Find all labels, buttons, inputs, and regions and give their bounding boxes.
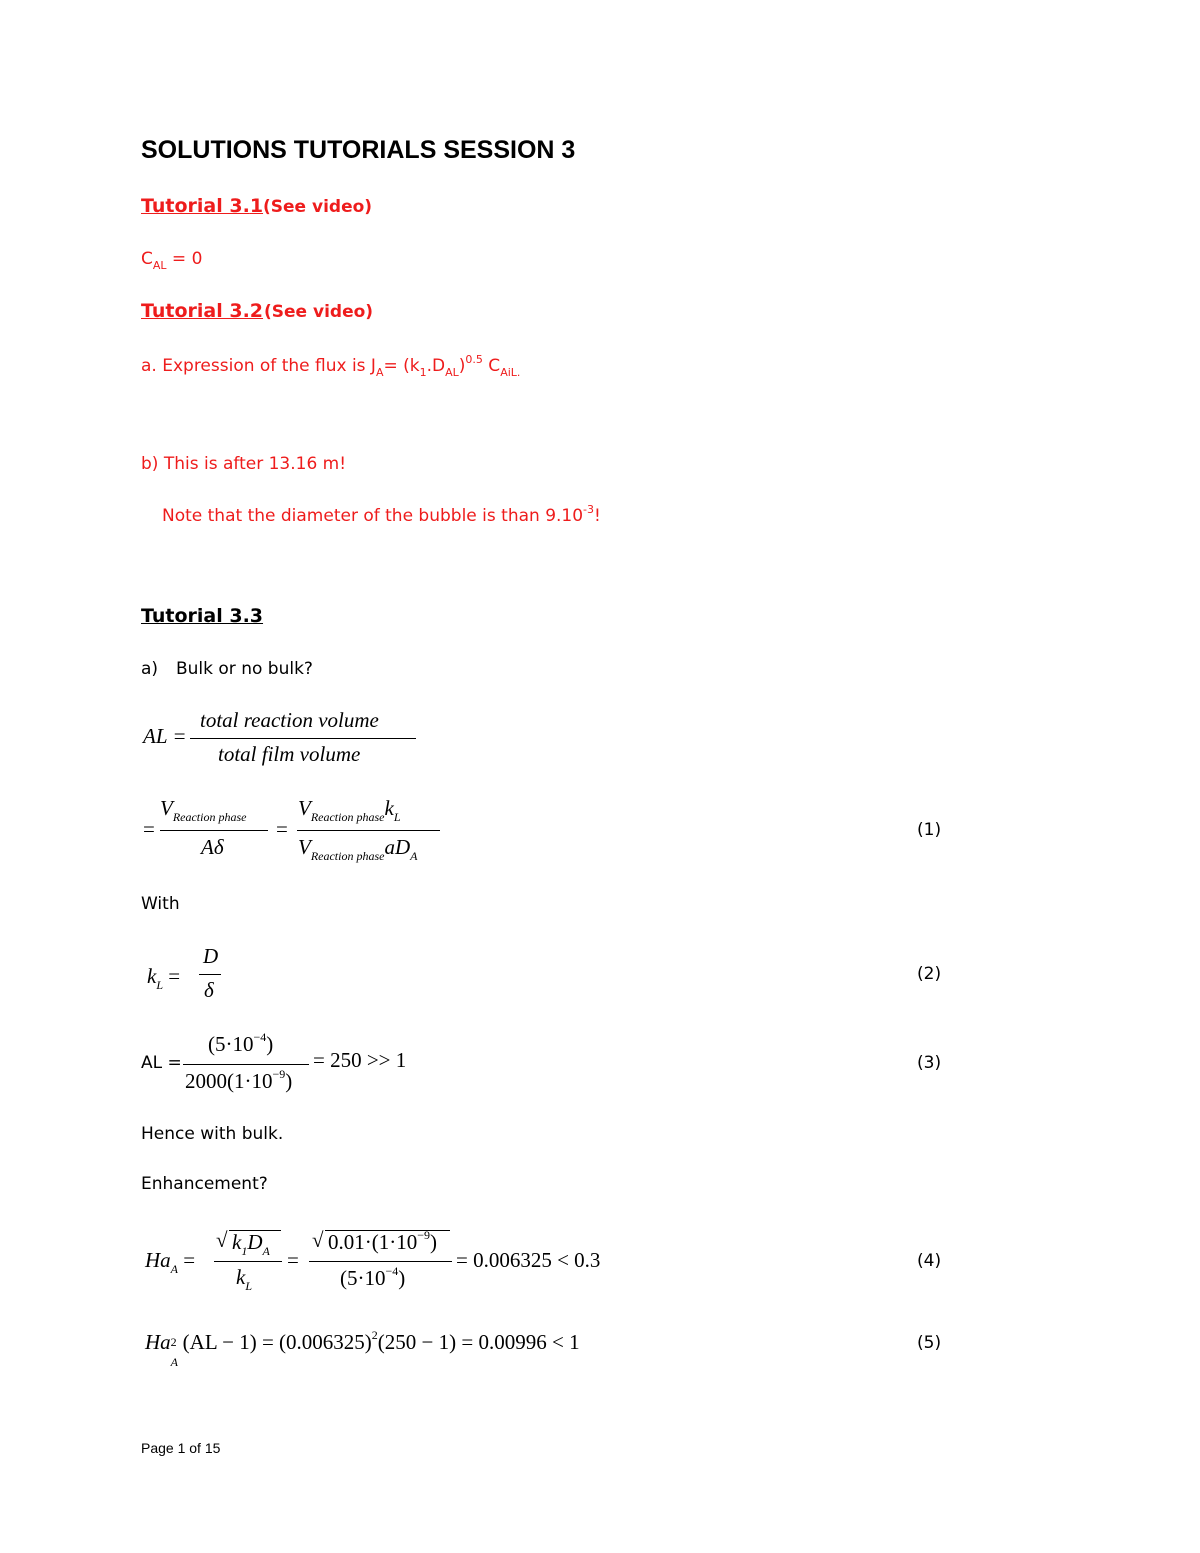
eq4-den2-sup: −4 <box>385 1264 399 1278</box>
eq2-den: δ <box>204 978 214 1002</box>
eq4-den-k: k <box>236 1265 246 1289</box>
bubble-note-end: ! <box>594 506 601 526</box>
al-denominator: total film volume <box>218 742 361 766</box>
eq1-den2 <box>298 835 418 864</box>
al-fraction-bar <box>190 738 416 739</box>
eq4-bar1 <box>214 1261 282 1262</box>
eq4-sqrt2: √ <box>312 1228 324 1252</box>
eq2-bar <box>199 974 221 975</box>
bubble-note-sup: -3 <box>583 503 595 516</box>
eq2-number: (2) <box>917 964 942 984</box>
eq4-lhs: $Ha_A$ = <box>145 1248 196 1276</box>
eq3-den-sup: −9 <box>272 1067 286 1081</box>
eq2-num: D <box>203 944 219 968</box>
eq1-equals-2: = <box>276 817 288 841</box>
eq1-sub3: Reaction phase <box>310 849 385 863</box>
eq3-number: (3) <box>917 1053 942 1073</box>
eq4-num2-a: 0.01· <box>328 1230 372 1254</box>
eq4-ha: Ha <box>145 1248 171 1272</box>
eq4-bar2 <box>309 1261 452 1262</box>
eq3-rhs: = 250 >> 1 <box>313 1048 407 1072</box>
al-numerator: total reaction volume <box>200 708 379 732</box>
hence-bulk: Hence with bulk. <box>141 1124 284 1144</box>
eq4-num-k-sub: 1 <box>241 1244 248 1258</box>
flux-expression <box>141 353 520 379</box>
eq4-rhs: = 0.006325 < 0.3 <box>456 1248 601 1272</box>
al-lhs-text: AL <box>143 724 168 748</box>
flux-text: a. Expression of the flux is J <box>141 356 376 376</box>
eq1-bar2 <box>297 830 440 831</box>
eq1-num2 <box>298 796 401 825</box>
page-footer: Page 1 of 15 <box>141 1440 221 1456</box>
eq1-v1: V <box>160 796 173 820</box>
eq3-den-a: 2000 <box>185 1069 227 1093</box>
tutorial-3-1-heading <box>141 195 263 217</box>
part-b-text: This is after 13.16 m! <box>158 454 347 474</box>
eq4-num2-sup: −9 <box>417 1228 431 1242</box>
flux-sub-1: 1 <box>419 366 427 379</box>
tutorial-3-2-video: (See video) <box>264 302 374 322</box>
eq4-num-d: D <box>247 1230 263 1254</box>
with-label: With <box>141 894 180 914</box>
flux-sub-ail: AiL. <box>500 366 521 379</box>
eq3-lhs: AL = <box>141 1053 182 1073</box>
eq1-bar1 <box>160 830 268 831</box>
eq2-lhs: $k_L$ = <box>147 964 181 992</box>
cal-sub: AL <box>152 259 167 272</box>
eq1-v3: V <box>298 835 311 859</box>
eq5-rest-b: (250 − 1) = 0.00996 < 1 <box>377 1330 580 1354</box>
eq1-kl-sub: L <box>393 810 401 824</box>
eq4-ha-sub: A <box>170 1262 179 1276</box>
eq3-bar <box>183 1064 309 1065</box>
eq1-num1 <box>160 796 246 825</box>
part-b-label: b) <box>141 454 159 474</box>
eq4-num2-b: 1·10 <box>378 1230 418 1254</box>
bubble-note <box>162 503 601 526</box>
eq3-num-text: 5·10 <box>215 1032 254 1056</box>
part-a-label: a) <box>141 659 159 679</box>
eq1-v2: V <box>298 796 311 820</box>
eq5-sub: A <box>170 1355 179 1369</box>
flux-sub-al: AL <box>445 366 459 379</box>
cal-rest: = 0 <box>166 249 203 269</box>
eq5-sup: 2 <box>170 1335 177 1349</box>
tutorial-3-1-heading-a: Tutorial 3. <box>141 195 250 217</box>
cal-c: C <box>141 249 153 269</box>
eq3-den-b: 1·10 <box>234 1069 273 1093</box>
eq1-sub2: Reaction phase <box>310 810 385 824</box>
eq5 <box>145 1328 580 1369</box>
flux-sub-a: A <box>375 366 384 379</box>
eq5-rest-sup: 2 <box>371 1328 378 1342</box>
tutorial-3-1-video: (See video) <box>263 197 373 217</box>
eq4-sqrt1: √ <box>216 1228 228 1252</box>
part-b-line <box>141 454 346 474</box>
bubble-note-text: Note that the diameter of the bubble is than 9.10 <box>162 506 584 526</box>
eq4-num-k: k <box>232 1230 242 1254</box>
eq5-number: (5) <box>917 1333 942 1353</box>
tutorial-3-2-heading: Tutorial 3.2 <box>141 300 264 322</box>
part-a-text: Bulk or no bulk? <box>176 659 313 679</box>
eq1-d-sub: A <box>410 849 418 863</box>
al-lhs: AL = <box>143 724 187 748</box>
eq3-lhs-text: AL <box>141 1053 163 1073</box>
flux-mid2: .D <box>426 356 446 376</box>
eq2-k: k <box>147 964 157 988</box>
eq1-den1: Aδ <box>201 835 224 859</box>
flux-close: ) <box>458 356 466 376</box>
eq4-den1 <box>236 1265 252 1294</box>
eq3-num: $(5\cdot 10^{-4})$ <box>208 1030 274 1056</box>
flux-mid: = (k <box>383 356 420 376</box>
enhancement-label: Enhancement? <box>141 1174 268 1194</box>
flux-sup: 0.5 <box>465 353 483 366</box>
eq1-sub1: Reaction phase <box>172 810 247 824</box>
flux-c: C <box>482 356 501 376</box>
eq1-equals-1: = <box>143 817 155 841</box>
eq4-number: (4) <box>917 1251 942 1271</box>
eq1-d: D <box>394 835 411 859</box>
eq4-den2: $(5\cdot 10^{-4})$ <box>340 1264 406 1290</box>
eq3-den: $2000(1\cdot 10^{-9})$ <box>185 1067 293 1093</box>
tutorial-3-3-heading: Tutorial 3.3 <box>141 605 264 627</box>
eq1-kl: k <box>384 796 394 820</box>
eq2-sub: L <box>156 978 164 992</box>
eq1-number: (1) <box>917 820 942 840</box>
page-title: SOLUTIONS TUTORIALS SESSION 3 <box>141 136 576 164</box>
eq4-num2: $0.01\cdot(1\cdot 10^{-9})$ <box>328 1228 438 1254</box>
eq4-num-d-sub: A <box>262 1244 270 1258</box>
tutorial-3-1-heading-b: 1 <box>249 195 264 217</box>
eq4-num1 <box>232 1230 270 1259</box>
eq4-den2-text: 5·10 <box>347 1266 386 1290</box>
eq4-den-k-sub: L <box>245 1279 253 1293</box>
eq4-equals: = <box>287 1248 299 1272</box>
eq5-ha: Ha <box>145 1330 171 1354</box>
cal-equation <box>141 249 202 272</box>
eq3-num-sup: −4 <box>253 1030 267 1044</box>
eq1-a: a <box>384 835 395 859</box>
eq5-rest-a: (AL − 1) = (0.006325) <box>182 1330 372 1354</box>
